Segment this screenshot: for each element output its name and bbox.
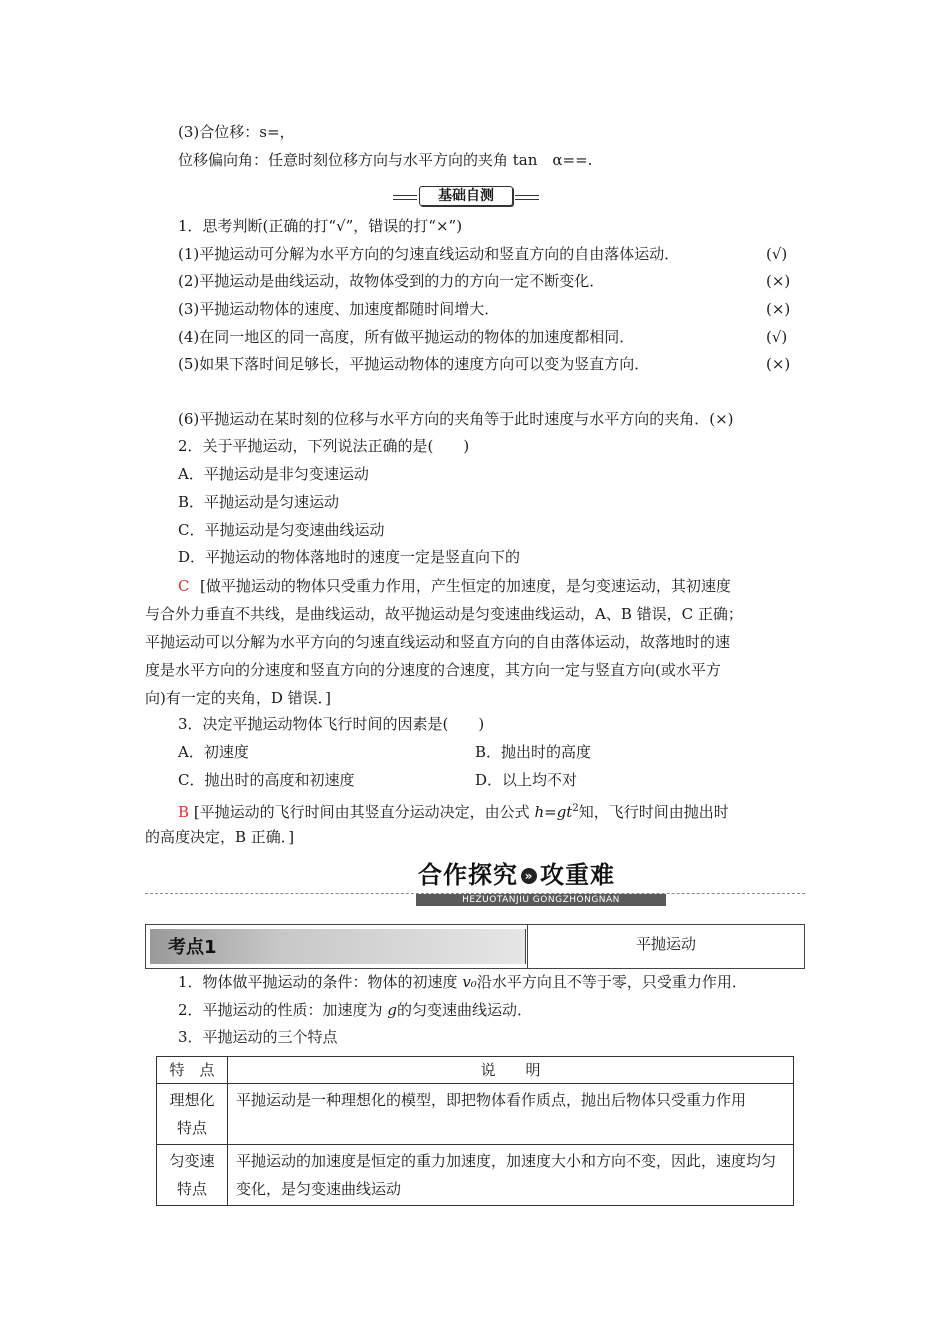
q1-stem: 1．思考判断(正确的打“√”，错误的打“×”): [178, 217, 463, 235]
q2-explain: [做平抛运动的物体只受重力作用，产生恒定的加速度，是匀变速运动，其初速度: [200, 577, 731, 595]
point-2-text-a: 2．平抛运动的性质：加速度为: [178, 1001, 388, 1019]
q2-explain: 向)有一定的夹角，D 错误．]: [145, 689, 331, 707]
arrow-icon: »: [521, 868, 537, 884]
point-2: [178, 1000, 532, 1020]
q1-item: (6)平抛运动在某时刻的位移与水平方向的夹角等于此时速度与水平方向的夹角．(×): [178, 410, 734, 428]
q2-answer: C: [178, 577, 190, 595]
var-v0: v₀: [462, 973, 477, 991]
intro-line-1: (3)合位移：s=，: [178, 123, 295, 141]
table-row: [157, 1145, 794, 1206]
point-1-text-a: 1．物体做平抛运动的条件：物体的初速度: [178, 973, 463, 991]
point-1: [178, 972, 747, 992]
q3-answer: B: [178, 803, 190, 821]
formula-h: h: [534, 803, 545, 821]
q2-stem: 2．关于平抛运动，下列说法正确的是( ): [178, 437, 470, 455]
q1-mark: (√): [766, 328, 788, 346]
point-1-text-b: 沿水平方向且不等于零，只受重力作用．: [476, 973, 747, 991]
section-title: 基础自测: [419, 186, 513, 206]
q1-mark: (×): [766, 355, 791, 373]
table-cell-key: [157, 1145, 228, 1206]
table-row: [157, 1084, 794, 1145]
intro-line-2: 位移偏向角：任意时刻位移方向与水平方向的夹角 tan α==.: [178, 151, 593, 169]
var-g: g: [387, 1001, 397, 1019]
q3-explain-line-2: 的高度决定，B 正确．]: [145, 828, 295, 846]
table-header-cell: 特 点: [157, 1057, 228, 1084]
banner-title-b: 攻重难: [540, 861, 615, 889]
q3-option-a: A．初速度: [178, 743, 249, 761]
q1-item: (2)平抛运动是曲线运动，故物体受到的力的方向一定不断变化．: [178, 272, 605, 290]
q1-item: (5)如果下落时间足够长，平抛运动物体的速度方向可以变为竖直方向．: [178, 355, 650, 373]
key-line: 理想化: [169, 1091, 215, 1109]
q3-option-d: D．以上均不对: [475, 771, 578, 789]
kaodian-header: [145, 924, 805, 969]
formula-t: t: [566, 803, 573, 821]
q1-mark: (×): [766, 272, 791, 290]
table-cell-text: 平抛运动是一种理想化的模型，即把物体看作质点，抛出后物体只受重力作用: [228, 1084, 794, 1145]
kaodian-label-box: [150, 929, 526, 964]
key-line: 特点: [176, 1180, 207, 1198]
key-line: 特点: [176, 1119, 207, 1137]
banner-title-a: 合作探究: [418, 861, 518, 889]
q3-stem: 3．决定平抛运动物体飞行时间的因素是( ): [178, 715, 485, 733]
kaodian-topic-box: [527, 925, 804, 968]
table-header-row: [157, 1057, 794, 1084]
features-table: [156, 1056, 794, 1206]
point-3: 3．平抛运动的三个特点: [178, 1028, 338, 1046]
banner-pinyin: HEZUOTANJIU GONGZHONGNAN: [416, 894, 666, 906]
kaodian-topic: 平抛运动: [635, 935, 696, 953]
section-banner-basic-test: [393, 186, 539, 206]
q1-item: (3)平抛运动物体的速度、加速度都随时间增大．: [178, 300, 500, 318]
formula-exp: 2: [572, 803, 579, 814]
table-header-cell: 说 明: [228, 1057, 794, 1084]
formula-eq: =: [544, 803, 557, 821]
q2-option-d: D．平抛运动的物体落地时的速度一定是竖直向下的: [178, 548, 521, 566]
q3-explain-line-1: [178, 799, 729, 822]
section-banner-cooperative: [418, 862, 663, 888]
q1-mark: (×): [766, 300, 791, 318]
q1-mark: (√): [766, 245, 788, 263]
q2-option-b: B．平抛运动是匀速运动: [178, 493, 340, 511]
key-line: 匀变速: [169, 1152, 215, 1170]
q3-option-c: C．抛出时的高度和初速度: [178, 771, 355, 789]
q2-explain: 与合外力垂直不共线，是曲线运动，故平抛运动是匀变速曲线运动，A、B 错误，C 正确；: [145, 605, 743, 623]
q3-option-b: B．抛出时的高度: [475, 743, 592, 761]
q2-option-a: A．平抛运动是非匀变速运动: [178, 465, 369, 483]
q2-explain: 平抛运动可以分解为水平方向的匀速直线运动和竖直方向的自由落体运动，故落地时的速: [145, 633, 731, 651]
formula-g: g: [556, 803, 567, 821]
q3-explain-text: [平抛运动的飞行时间由其竖直分运动决定，由公式: [193, 803, 535, 821]
table-cell-key: [157, 1084, 228, 1145]
point-2-text-b: 的匀变速曲线运动．: [396, 1001, 532, 1019]
table-cell-text: 平抛运动的加速度是恒定的重力加速度，加速度大小和方向不变，因此，速度均匀变化，是匀变速曲线运动: [228, 1145, 794, 1206]
q1-item: (4)在同一地区的同一高度，所有做平抛运动的物体的加速度都相同．: [178, 328, 635, 346]
kaodian-label: 考点1: [168, 937, 217, 958]
q1-item: (1)平抛运动可分解为水平方向的匀速直线运动和竖直方向的自由落体运动．: [178, 245, 680, 263]
q2-explain: 度是水平方向的分速度和竖直方向的分速度的合速度，其方向一定与竖直方向(或水平方: [145, 661, 721, 679]
q3-explain-text-b: 知，飞行时间由抛出时: [578, 803, 729, 821]
q2-option-c: C．平抛运动是匀变速曲线运动: [178, 521, 385, 539]
